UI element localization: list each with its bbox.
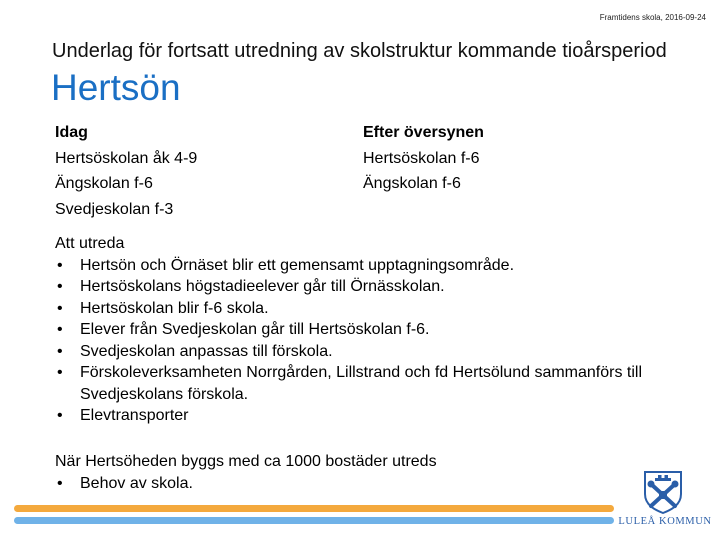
slide-subtitle: Underlag för fortsatt utredning av skolstruktur kommande tioårsperiod	[52, 40, 667, 62]
list-item: • Hertsön och Örnäset blir ett gemensamt upptagningsområde.	[55, 255, 720, 277]
investigate-list	[55, 255, 720, 427]
list-item: • Behov av skola.	[55, 473, 437, 495]
list-item: • Hertsöskolans högstadieelever går till Örnässkolan.	[55, 276, 720, 298]
after-heading: Efter översynen	[363, 124, 484, 141]
slide-title: Hertsön	[51, 67, 181, 108]
list-item: • Förskoleverksamheten Norrgården, Lillstrand och fd Hertsölund sammanförs till Svedjeskolans förskola.	[55, 362, 720, 405]
list-item: • Svedjeskolan anpassas till förskola.	[55, 341, 720, 363]
today-item: Hertsöskolan åk 4-9	[55, 149, 198, 167]
after-column	[363, 120, 484, 197]
investigate-section	[55, 233, 720, 427]
list-item: • Elever från Svedjeskolan går till Hertsöskolan f-6.	[55, 319, 720, 341]
decorative-bar-orange	[14, 505, 614, 512]
future-section	[55, 451, 437, 494]
decorative-bar-blue	[14, 517, 614, 524]
lulea-kommun-logo	[618, 470, 712, 532]
today-heading: Idag	[55, 124, 88, 141]
future-heading: När Hertsöheden byggs med ca 1000 bostäder utreds	[55, 453, 437, 470]
crest-icon	[641, 470, 685, 514]
list-item: • Hertsöskolan blir f-6 skola.	[55, 298, 720, 320]
future-list	[55, 473, 437, 495]
after-item: Hertsöskolan f-6	[363, 149, 480, 167]
list-item: • Elevtransporter	[55, 405, 720, 427]
today-item: Ängskolan f-6	[55, 175, 153, 192]
after-item: Ängskolan f-6	[363, 175, 461, 192]
investigate-heading: Att utreda	[55, 235, 125, 252]
logo-text: LULEÅ KOMMUN	[618, 516, 712, 527]
header-meta: Framtidens skola, 2016-09-24	[599, 13, 706, 22]
today-item: Svedjeskolan f-3	[55, 200, 174, 218]
today-column	[55, 120, 197, 222]
